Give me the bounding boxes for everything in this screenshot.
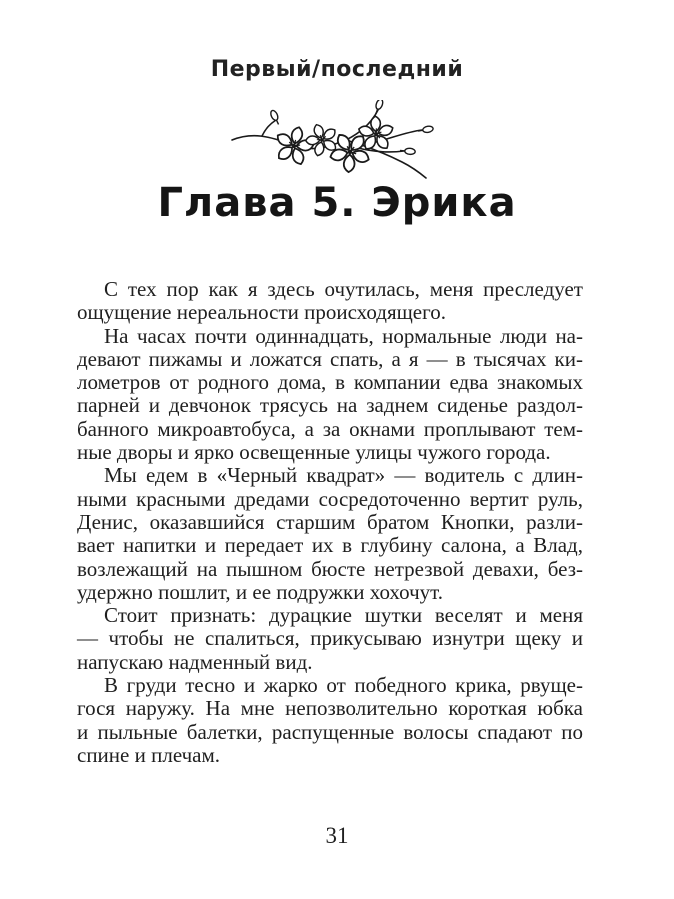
text-line: В груди тесно и жарко от победного крика, рвуще- [104,673,583,698]
text-line: Денис, оказавшийся старшим братом Кнопки, разли- [77,509,583,534]
text-line: ные дворы и ярко освещенные улицы чужого города. [77,440,551,465]
text-line: вает напитки и передает их в глубину салона, а Влад, [77,533,583,558]
text-line: напускаю надменный вид. [77,649,313,674]
text-line: На часах почти одиннадцать, нормальные люди на- [104,323,583,348]
text-line: — чтобы не спалиться, прикусываю изнутри щеку и [77,626,583,651]
text-line: ощущение нереальности происходящего. [77,300,446,325]
paragraph [77,464,583,604]
text-line: удержно пошлит, и ее подружки хохочут. [77,579,443,604]
text-line: банного микроавтобуса, а за окнами проплывают тем- [77,416,583,441]
text-line: возлежащий на пышном бюсте нетрезвой девахи, без- [77,556,583,581]
text-line: гося наружу. На мне непозволительно короткая юбка [77,696,583,721]
paragraph [77,325,583,465]
chapter-title: Глава 5. Эрика [157,180,517,226]
text-line: и пыльные балетки, распущенные волосы спадают по [77,719,583,744]
paragraph [77,604,583,674]
text-line: Стоит признать: дурацкие шутки веселят и меня [104,603,583,628]
text-line: Мы едем в «Черный квадрат» — водитель с длин- [104,463,583,488]
text-line: спине и плечам. [77,742,221,767]
running-header: Первый/последний [210,57,464,82]
text-line: лометров от родного дома, в компании едва знакомых [77,370,583,395]
flower-ornament-icon [226,100,448,185]
paragraph [77,674,583,767]
page-number: 31 [325,823,349,848]
text-line: С тех пор как я здесь очутилась, меня преследует [104,277,583,301]
text-line: девают пижамы и ложатся спать, а я — в тысячах ки- [77,346,583,371]
text-line: парней и девчонок трясусь на заднем сиденье раздол- [77,393,583,418]
paragraph [77,278,583,325]
body-text [77,278,583,767]
text-line: ными красными дредами сосредоточенно вертит руль, [77,486,583,511]
